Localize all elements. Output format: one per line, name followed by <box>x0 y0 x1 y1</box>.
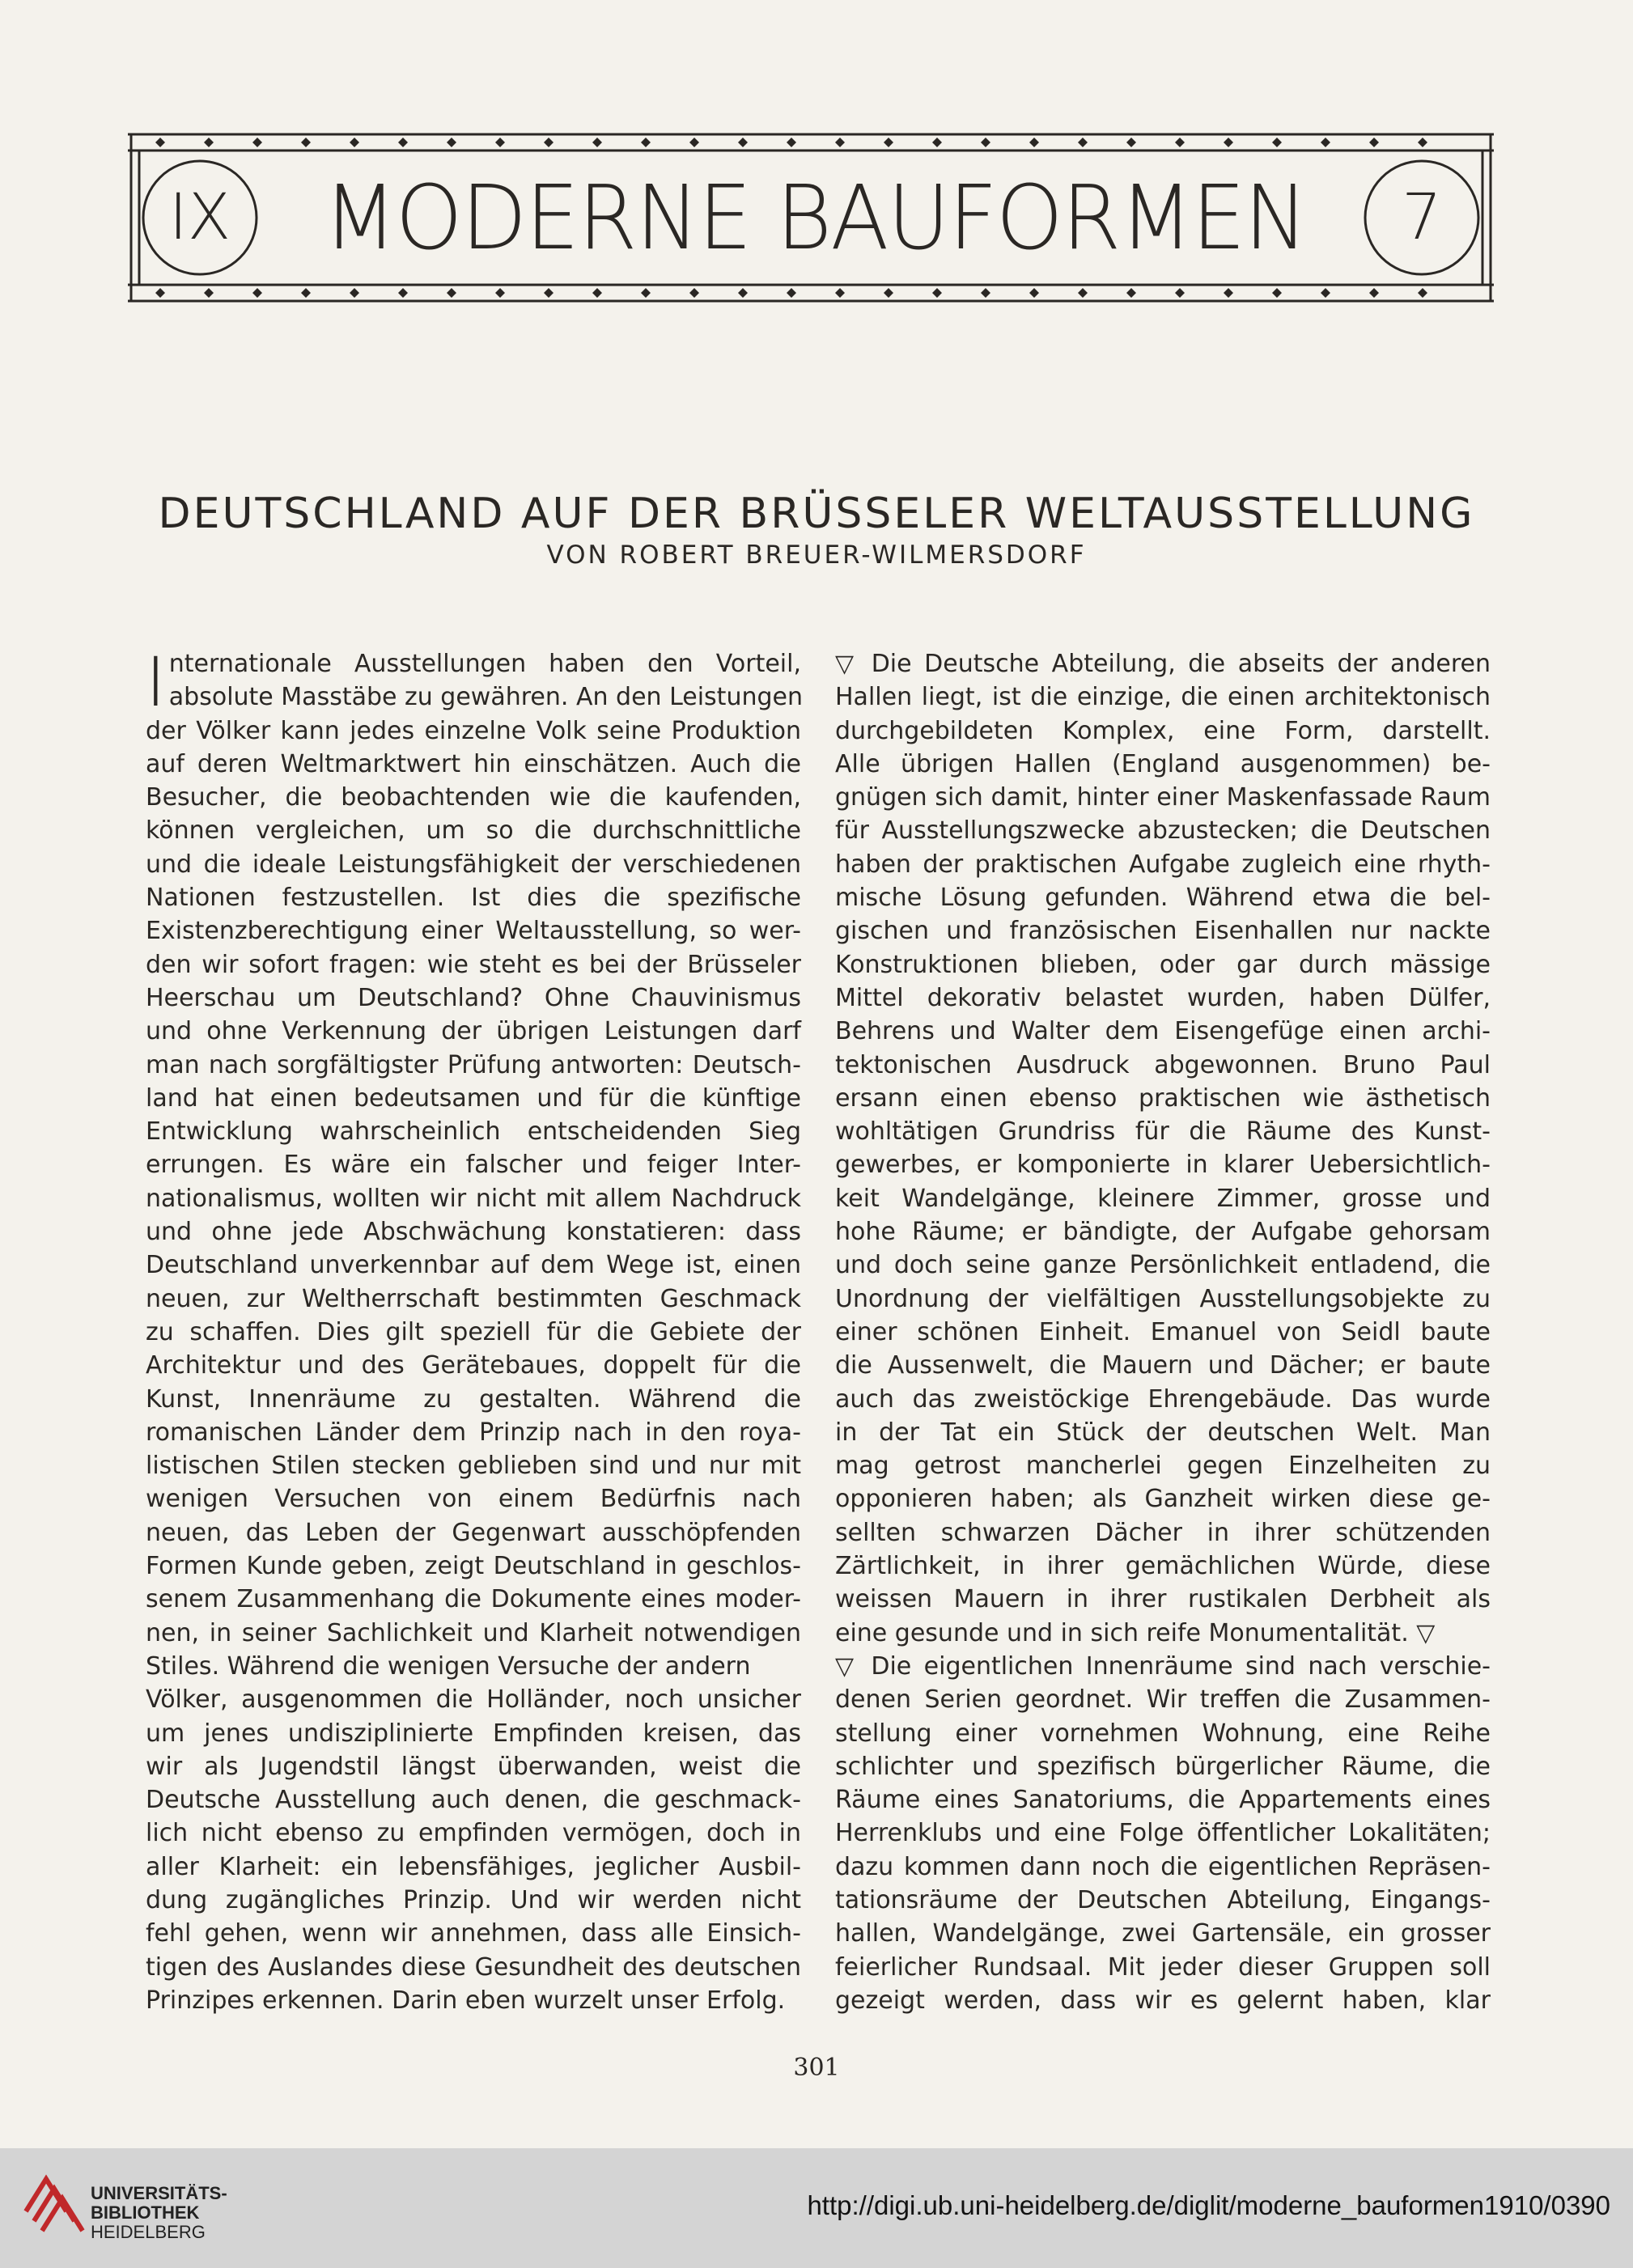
text-line: Deutschland unverkennbar auf dem Wege ist, einen <box>146 1251 801 1280</box>
library-name-line3: HEIDELBERG <box>91 2222 206 2242</box>
text-line: um jenes undisziplinierte Empfinden kreisen, das <box>146 1719 801 1748</box>
text-line: Konstruktionen blieben, oder gar durch mässige <box>835 950 1491 979</box>
text-line: der Völker kann jedes einzelne Volk seine Produktion <box>146 716 801 745</box>
text-line: in der Tat ein Stück der deutschen Welt. Man <box>835 1418 1491 1447</box>
text-line: Behrens und Walter dem Eisengefüge einen archi- <box>835 1017 1491 1046</box>
text-line: auf deren Weltmarktwert hin einschätzen. Auch die <box>146 749 801 778</box>
ub-heidelberg-logo-icon <box>18 2164 91 2245</box>
text-line: absolute Masstäbe zu gewähren. An den Leistungen <box>168 683 803 712</box>
text-line: und die ideale Leistungsfähigkeit der verschiedenen <box>146 850 801 879</box>
text-line: Hallen liegt, ist die einzige, die einen architektonisch <box>835 683 1491 712</box>
text-line: ▽ Die Deutsche Abteilung, die abseits der anderen <box>835 650 1491 678</box>
text-line: tektonischen Ausdruck abgewonnen. Bruno Paul <box>835 1050 1491 1079</box>
text-line: dazu kommen dann noch die eigentlichen Repräsen- <box>835 1852 1491 1881</box>
text-line: zu schaffen. Dies gilt speziell für die Gebiete der <box>146 1317 801 1346</box>
text-line: opponieren haben; als Ganzheit wirken diese ge- <box>835 1485 1491 1514</box>
masthead <box>128 129 1494 306</box>
library-name-line2: BIBLIOTHEK <box>91 2202 200 2223</box>
text-line: neuen, das Leben der Gegenwart ausschöpfenden <box>146 1518 801 1547</box>
right-column-lines <box>835 647 1491 2017</box>
text-line: Prinzipes erkennen. Darin eben wurzelt unser Erfolg. <box>146 1986 786 2015</box>
text-line: Nationen festzustellen. Ist dies die spezifische <box>146 884 801 913</box>
volume-number: IX <box>168 181 231 254</box>
page-number: 301 <box>793 2054 840 2082</box>
text-line: hohe Räume; er bändigte, der Aufgabe gehorsam <box>835 1218 1491 1247</box>
text-line: lich nicht ebenso zu empfinden vermögen, doch in <box>146 1819 801 1848</box>
text-line: den wir sofort fragen: wie steht es bei der Brüsseler <box>146 950 801 979</box>
text-line: Herrenklubs und eine Folge öffentlicher Lokalitäten; <box>835 1819 1491 1848</box>
text-line: wohltätigen Grundriss für die Räume des Kunst- <box>835 1117 1491 1147</box>
text-line: nationalismus, wollten wir nicht mit allem Nachdruck <box>146 1184 801 1213</box>
text-line: Kunst, Innenräume zu gestalten. Während die <box>146 1384 801 1414</box>
text-line: gnügen sich damit, hinter einer Maskenfassade Raum <box>835 783 1491 812</box>
text-line: keit Wandelgänge, kleinere Zimmer, grosse und <box>835 1184 1491 1213</box>
text-line: hallen, Wandelgänge, zwei Gartensäle, ein grosser <box>835 1919 1491 1948</box>
text-line: man nach sorgfältigster Prüfung antworten: Deutsch- <box>146 1050 801 1079</box>
text-line: nen, in seiner Sachlichkeit und Klarheit notwendigen <box>146 1618 801 1647</box>
text-line: die Aussenwelt, die Mauern und Dächer; er baute <box>835 1351 1491 1380</box>
source-url-link[interactable]: http://digi.ub.uni-heidelberg.de/diglit/moderne_bauformen1910/0390 <box>807 2190 1610 2220</box>
text-line: sellten schwarzen Dächer in ihrer schützenden <box>835 1518 1491 1547</box>
text-line: Architektur und des Gerätebaues, doppelt für die <box>146 1351 801 1380</box>
text-line: Heerschau um Deutschland? Ohne Chauvinismus <box>146 983 801 1012</box>
text-line: Deutsche Ausstellung auch denen, die geschmack- <box>146 1786 801 1815</box>
digitization-footer <box>0 2148 1633 2268</box>
text-line: nternationale Ausstellungen haben den Vorteil, <box>168 650 801 678</box>
text-line: listischen Stilen stecken geblieben sind und nur mit <box>146 1452 801 1481</box>
text-line: mische Lösung gefunden. Während etwa die bel- <box>835 884 1491 913</box>
text-line: Stiles. Während die wenigen Versuche der andern <box>146 1651 751 1681</box>
text-line: auch das zweistöckige Ehrengebäude. Das wurde <box>835 1384 1491 1414</box>
text-line: und ohne Verkennung der übrigen Leistungen darf <box>146 1017 801 1046</box>
library-name-line1: UNIVERSITÄTS- <box>91 2183 227 2203</box>
article-byline: VON ROBERT BREUER-WILMERSDORF <box>546 541 1087 570</box>
text-line: senem Zusammenhang die Dokumente eines moder- <box>146 1585 801 1614</box>
text-line: Existenzberechtigung einer Weltausstellung, so wer- <box>146 917 801 946</box>
issue-number: 7 <box>1402 181 1442 254</box>
text-line: romanischen Länder dem Prinzip nach in den roya- <box>146 1418 801 1447</box>
text-line: Unordnung der vielfältigen Ausstellungsobjekte zu <box>835 1284 1491 1313</box>
text-line: wir als Jugendstil längst überwanden, weist die <box>146 1752 801 1781</box>
text-line: haben der praktischen Aufgabe zugleich eine rhyth- <box>835 850 1491 879</box>
text-line: gischen und französischen Eisenhallen nur nackte <box>835 917 1491 946</box>
text-line: stellung einer vornehmen Wohnung, eine Reihe <box>835 1719 1491 1748</box>
text-line: land hat einen bedeutsamen und für die künftige <box>146 1083 801 1113</box>
text-line: gewerbes, er komponierte in klarer Uebersichtlich- <box>835 1151 1491 1180</box>
text-line: Alle übrigen Hallen (England ausgenommen) be- <box>835 749 1491 778</box>
text-line: errungen. Es wäre ein falscher und feiger Inter- <box>146 1151 801 1180</box>
text-line: und ohne jede Abschwächung konstatieren: dass <box>146 1218 801 1247</box>
text-line: schlichter und spezifisch bürgerlicher Räume, die <box>835 1752 1491 1781</box>
text-line: können vergleichen, um so die durchschnittliche <box>146 816 801 846</box>
text-line: Zärtlichkeit, in ihrer gemächlichen Würde, diese <box>835 1552 1491 1581</box>
text-line: für Ausstellungszwecke abzustecken; die Deutschen <box>835 816 1491 846</box>
text-line: durchgebildeten Komplex, eine Form, darstellt. <box>835 716 1491 745</box>
text-line: ersann einen ebenso praktischen wie ästhetisch <box>835 1083 1491 1113</box>
text-line: eine gesunde und in sich reife Monumentalität. ▽ <box>835 1618 1436 1647</box>
text-line: aller Klarheit: ein lebensfähiges, jeglicher Ausbil- <box>146 1852 801 1881</box>
text-line: ▽ Die eigentlichen Innenräume sind nach verschie- <box>835 1651 1491 1681</box>
text-line: einer schönen Einheit. Emanuel von Seidl baute <box>835 1317 1491 1346</box>
text-line: Mittel dekorativ belastet wurden, haben Dülfer, <box>835 983 1491 1012</box>
text-line: tationsräume der Deutschen Abteilung, Eingangs- <box>835 1885 1491 1914</box>
text-line: mag getrost mancherlei gegen Einzelheiten zu <box>835 1452 1491 1481</box>
text-line: gezeigt werden, dass wir es gelernt haben, klar <box>835 1986 1491 2015</box>
article-title: DEUTSCHLAND AUF DER BRÜSSELER WELTAUSSTELLUNG <box>158 490 1475 538</box>
text-line: Entwicklung wahrscheinlich entscheidenden Sieg <box>146 1117 801 1147</box>
text-line: Besucher, die beobachtenden wie die kaufenden, <box>146 783 801 812</box>
text-line: weissen Mauern in ihrer rustikalen Derbheit als <box>835 1585 1491 1614</box>
text-column-left <box>146 642 803 2017</box>
text-line: dung zugängliches Prinzip. Und wir werden nicht <box>146 1885 801 1914</box>
text-line: wenigen Versuchen von einem Bedürfnis nach <box>146 1485 801 1514</box>
text-line: Formen Kunde geben, zeigt Deutschland in geschlos- <box>146 1552 801 1581</box>
text-line: Völker, ausgenommen die Holländer, noch unsicher <box>146 1685 801 1715</box>
text-column-right <box>835 647 1491 2017</box>
text-line: tigen des Auslandes diese Gesundheit des deutschen <box>146 1952 801 1982</box>
library-name <box>91 2184 227 2242</box>
text-line: denen Serien geordnet. Wir treffen die Zusammen- <box>835 1685 1491 1715</box>
text-line: und doch seine ganze Persönlichkeit entladend, die <box>835 1251 1491 1280</box>
text-line: fehl gehen, wenn wir annehmen, dass alle Einsich- <box>146 1919 801 1948</box>
drop-cap: I <box>146 642 166 722</box>
text-line: Räume eines Sanatoriums, die Appartements eines <box>835 1786 1491 1815</box>
text-line: feierlicher Rundsaal. Mit jeder dieser Gruppen soll <box>835 1952 1491 1982</box>
journal-title: MODERNE BAUFORMEN <box>323 166 1307 269</box>
left-column-lines <box>146 642 803 2017</box>
text-line: neuen, zur Weltherrschaft bestimmten Geschmack <box>146 1284 801 1313</box>
